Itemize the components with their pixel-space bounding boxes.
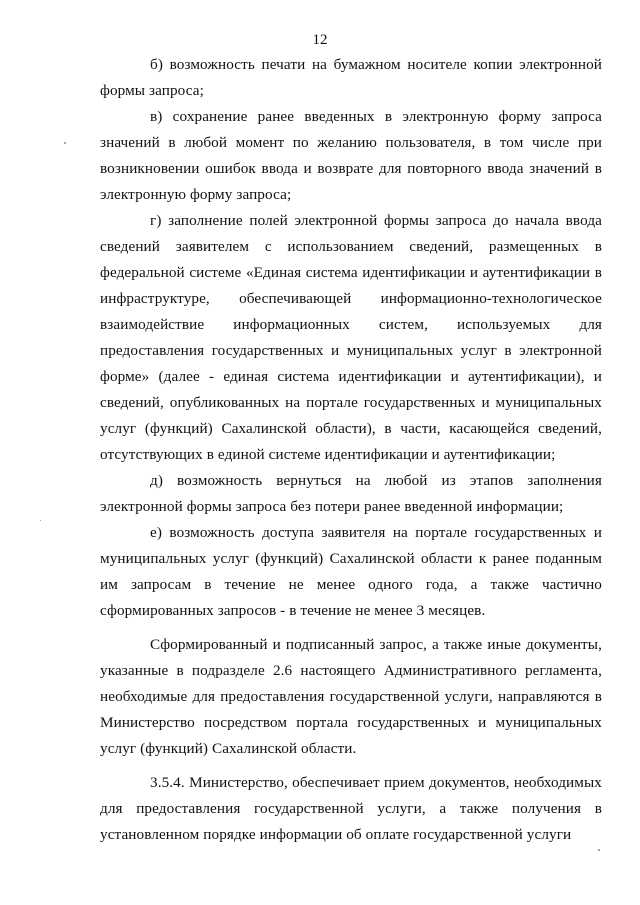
paragraph-v: в) сохранение ранее введенных в электронную форму запроса значений в любой момент по желанию пользователя, в том числе при возникновении ошибок ввода и возврате для повторного ввода значений в электронную форму запроса; [100,108,602,203]
paragraph-request-sent: Сформированный и подписанный запрос, а также иные документы, указанные в подразделе 2.6 настоящего Административного регламента, необходимые для предоставления государственной услуги, направляются в Министерство посредством портала государственных и муниципальных услуг (функций) Сахалинской области. [100,636,602,757]
scan-speck [598,849,600,851]
scan-speck [64,142,66,144]
page-number: 12 [312,32,328,48]
paragraph-b: б) возможность печати на бумажном носителе копии электронной формы запроса; [100,56,602,99]
scan-speck [40,520,41,521]
paragraph-e: е) возможность доступа заявителя на портале государственных и муниципальных услуг (функций) Сахалинской области к ранее поданным им запросам в течение не менее одного года, а также частично сформированных запросов - в течение не менее 3 месяцев. [100,524,602,619]
paragraph-d: д) возможность вернуться на любой из этапов заполнения электронной формы запроса без потери ранее введенной информации; [100,472,602,515]
paragraph-3-5-4: 3.5.4. Министерство, обеспечивает прием документов, необходимых для предоставления государственной услуги, а также получения в установленном порядке информации об оплате государственной услуги [100,774,602,843]
document-body [100,52,602,848]
paragraph-g: г) заполнение полей электронной формы запроса до начала ввода сведений заявителем с использованием сведений, размещенных в федеральной системе «Единая система идентификации и аутентификации в инфраструктуре, обеспечивающей информационно-технологическое взаимодействие информационных систем, используемых для предоставления государственных и муниципальных услуг в электронной форме» (далее - единая система идентификации и аутентификации), и сведений, опубликованных на портале государственных и муниципальных услуг (функций) Сахалинской области), в части, касающейся сведений, отсутствующих в единой системе идентификации и аутентификации; [100,212,602,463]
